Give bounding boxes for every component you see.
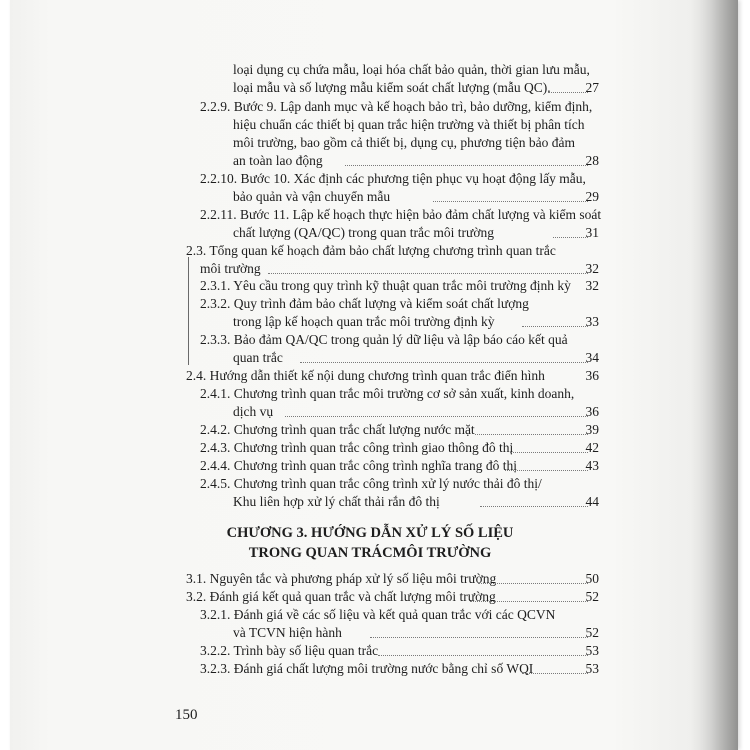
toc-page: 36 bbox=[585, 368, 599, 383]
toc-page: 52 bbox=[585, 625, 599, 640]
toc-page: 31 bbox=[585, 225, 599, 240]
toc-page: 44 bbox=[585, 494, 599, 509]
toc-page: 32 bbox=[585, 278, 599, 293]
margin-rule bbox=[188, 257, 189, 365]
leader-dots bbox=[268, 273, 588, 274]
toc-line: hiệu chuẩn các thiết bị quan trắc hiện trường và thiết bị phân tích bbox=[233, 117, 585, 132]
toc-page: 34 bbox=[585, 350, 599, 365]
toc-line: 2.4.5. Chương trình quan trắc công trình xử lý nước thải đô thị/ bbox=[200, 476, 542, 491]
toc-line: 2.3.3. Bảo đảm QA/QC trong quản lý dữ liệu và lập báo cáo kết quả bbox=[200, 332, 568, 347]
toc-page: 53 bbox=[585, 661, 599, 676]
toc-line: 2.4.3. Chương trình quan trắc công trình giao thông đô thị bbox=[200, 440, 514, 455]
toc-line: 2.3. Tổng quan kế hoạch đảm bảo chất lượng chương trình quan trắc bbox=[186, 243, 556, 258]
toc-line: an toàn lao động bbox=[233, 153, 323, 168]
chapter-heading-line2: TRONG QUAN TRÁCMÔI TRƯỜNG bbox=[248, 545, 492, 561]
toc-line: 2.4.2. Chương trình quan trắc chất lượng nước mặt bbox=[200, 422, 475, 437]
toc-page: 50 bbox=[585, 571, 599, 586]
toc-line: 2.2.10. Bước 10. Xác định các phương tiện phục vụ hoạt động lấy mẫu, bbox=[200, 171, 586, 186]
toc-line: 2.2.11. Bước 11. Lập kế hoạch thực hiện bảo đảm chất lượng và kiểm soát bbox=[200, 207, 602, 222]
leader-dots bbox=[285, 416, 588, 417]
toc-line: 3.2.2. Trình bày số liệu quan trắc bbox=[200, 643, 379, 658]
toc-line: 2.4.1. Chương trình quan trắc môi trường cơ sở sản xuất, kinh doanh, bbox=[200, 386, 575, 401]
toc-line: 2.4. Hướng dẫn thiết kế nội dung chương trình quan trắc điển hình bbox=[186, 368, 545, 383]
toc-page: 36 bbox=[585, 404, 599, 419]
toc-page: 27 bbox=[585, 80, 599, 95]
toc-page: 53 bbox=[585, 643, 599, 658]
toc-line: môi trường bbox=[200, 261, 261, 276]
page-number: 150 bbox=[175, 707, 198, 723]
toc-line: loại mẫu và số lượng mẫu kiểm soát chất lượng (mẫu QC). bbox=[233, 80, 551, 95]
spine-shadow bbox=[690, 0, 738, 750]
leader-dots bbox=[300, 362, 588, 363]
leader-dots bbox=[378, 655, 588, 656]
toc-page: 52 bbox=[585, 589, 599, 604]
toc-page: 33 bbox=[585, 314, 599, 329]
toc-line: 2.3.1. Yêu cầu trong quy trình kỹ thuật quan trắc môi trường định kỳ bbox=[200, 278, 571, 293]
toc-line: dịch vụ bbox=[233, 404, 274, 419]
toc-line: bảo quản và vận chuyển mẫu bbox=[233, 189, 391, 204]
toc-line: 3.2. Đánh giá kết quả quan trắc và chất lượng môi trường bbox=[186, 589, 496, 604]
leader-dots bbox=[370, 637, 588, 638]
toc-line: 2.4.4. Chương trình quan trắc công trình nghĩa trang đô thị bbox=[200, 458, 518, 473]
toc-page: 42 bbox=[585, 440, 599, 455]
toc-line: 3.2.1. Đánh giá về các số liệu và kết quả quan trắc với các QCVN bbox=[200, 607, 556, 622]
toc-line: trong lập kế hoạch quan trắc môi trường định kỳ bbox=[233, 314, 495, 329]
toc-line: 3.1. Nguyên tắc và phương pháp xử lý số liệu môi trường bbox=[186, 571, 497, 586]
toc-page: 43 bbox=[585, 458, 599, 473]
toc-line: Khu liên hợp xử lý chất thải rắn đô thị bbox=[233, 494, 440, 509]
toc-line: môi trường, bao gồm cả thiết bị, dụng cụ, phương tiện bảo đảm bbox=[233, 135, 575, 150]
toc-line: 2.2.9. Bước 9. Lập danh mục và kế hoạch bảo trì, bảo dưỡng, kiểm định, bbox=[200, 99, 593, 114]
chapter-heading-line1: CHƯƠNG 3. HƯỚNG DẪN XỬ LÝ SỐ LIỆU bbox=[226, 525, 514, 541]
toc-page: 28 bbox=[585, 153, 599, 168]
toc-line: chất lượng (QA/QC) trong quan trắc môi trường bbox=[233, 225, 494, 240]
toc-line: và TCVN hiện hành bbox=[233, 625, 342, 640]
leader-dots bbox=[345, 165, 588, 166]
toc-line: 2.3.2. Quy trình đảm bảo chất lượng và kiểm soát chất lượng bbox=[200, 296, 529, 311]
toc-line: loại dụng cụ chứa mẫu, loại hóa chất bảo quản, thời gian lưu mẫu, bbox=[233, 62, 590, 77]
toc-page: 32 bbox=[585, 261, 599, 276]
toc-line: 3.2.3. Đánh giá chất lượng môi trường nước bằng chỉ số WQI bbox=[200, 661, 534, 676]
toc-page: 39 bbox=[585, 422, 599, 437]
toc-line: quan trắc bbox=[233, 350, 283, 365]
toc-page: 29 bbox=[585, 189, 599, 204]
